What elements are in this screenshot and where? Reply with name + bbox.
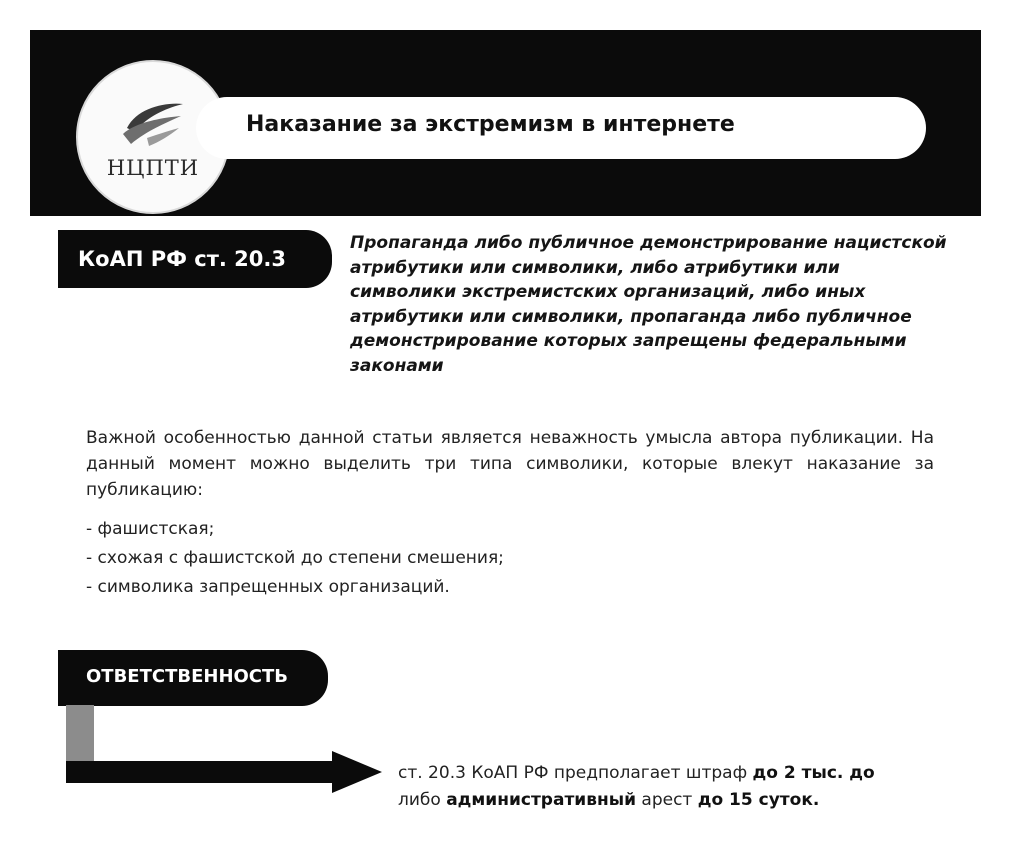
list-item: - фашистская; <box>86 519 215 539</box>
responsibility-label: ОТВЕТСТВЕННОСТЬ <box>86 666 289 687</box>
swoosh-logo-icon <box>117 94 189 152</box>
page-title: Наказание за экстремизм в интернете <box>246 112 735 137</box>
list-item: - символика запрещенных организаций. <box>86 577 450 597</box>
logo-text: НЦПТИ <box>106 156 200 180</box>
article-code-label: КоАП РФ ст. 20.3 <box>78 247 286 271</box>
article-description: Пропаганда либо публичное демонстрирование нацистской атрибутики или символики, либо атрибутики или символики экстремистских организаций, либо иных атрибутики или символики, пропаганда либо публичное демонстрирование которых запрещены федеральными законами <box>350 233 947 376</box>
list-item: - схожая с фашистской до степени смешения; <box>86 548 504 568</box>
symbol-types-list <box>86 515 504 602</box>
penalty-text: ст. 20.3 КоАП РФ предполагает штраф до 2 тыс. до либо административный арест до 15 суток. <box>398 763 875 810</box>
intro-paragraph: Важной особенностью данной статьи является неважность умысла автора публикации. На данный момент можно выделить три типа символики, которые влекут наказание за публикацию: <box>86 428 934 500</box>
arrow-icon <box>60 705 390 815</box>
